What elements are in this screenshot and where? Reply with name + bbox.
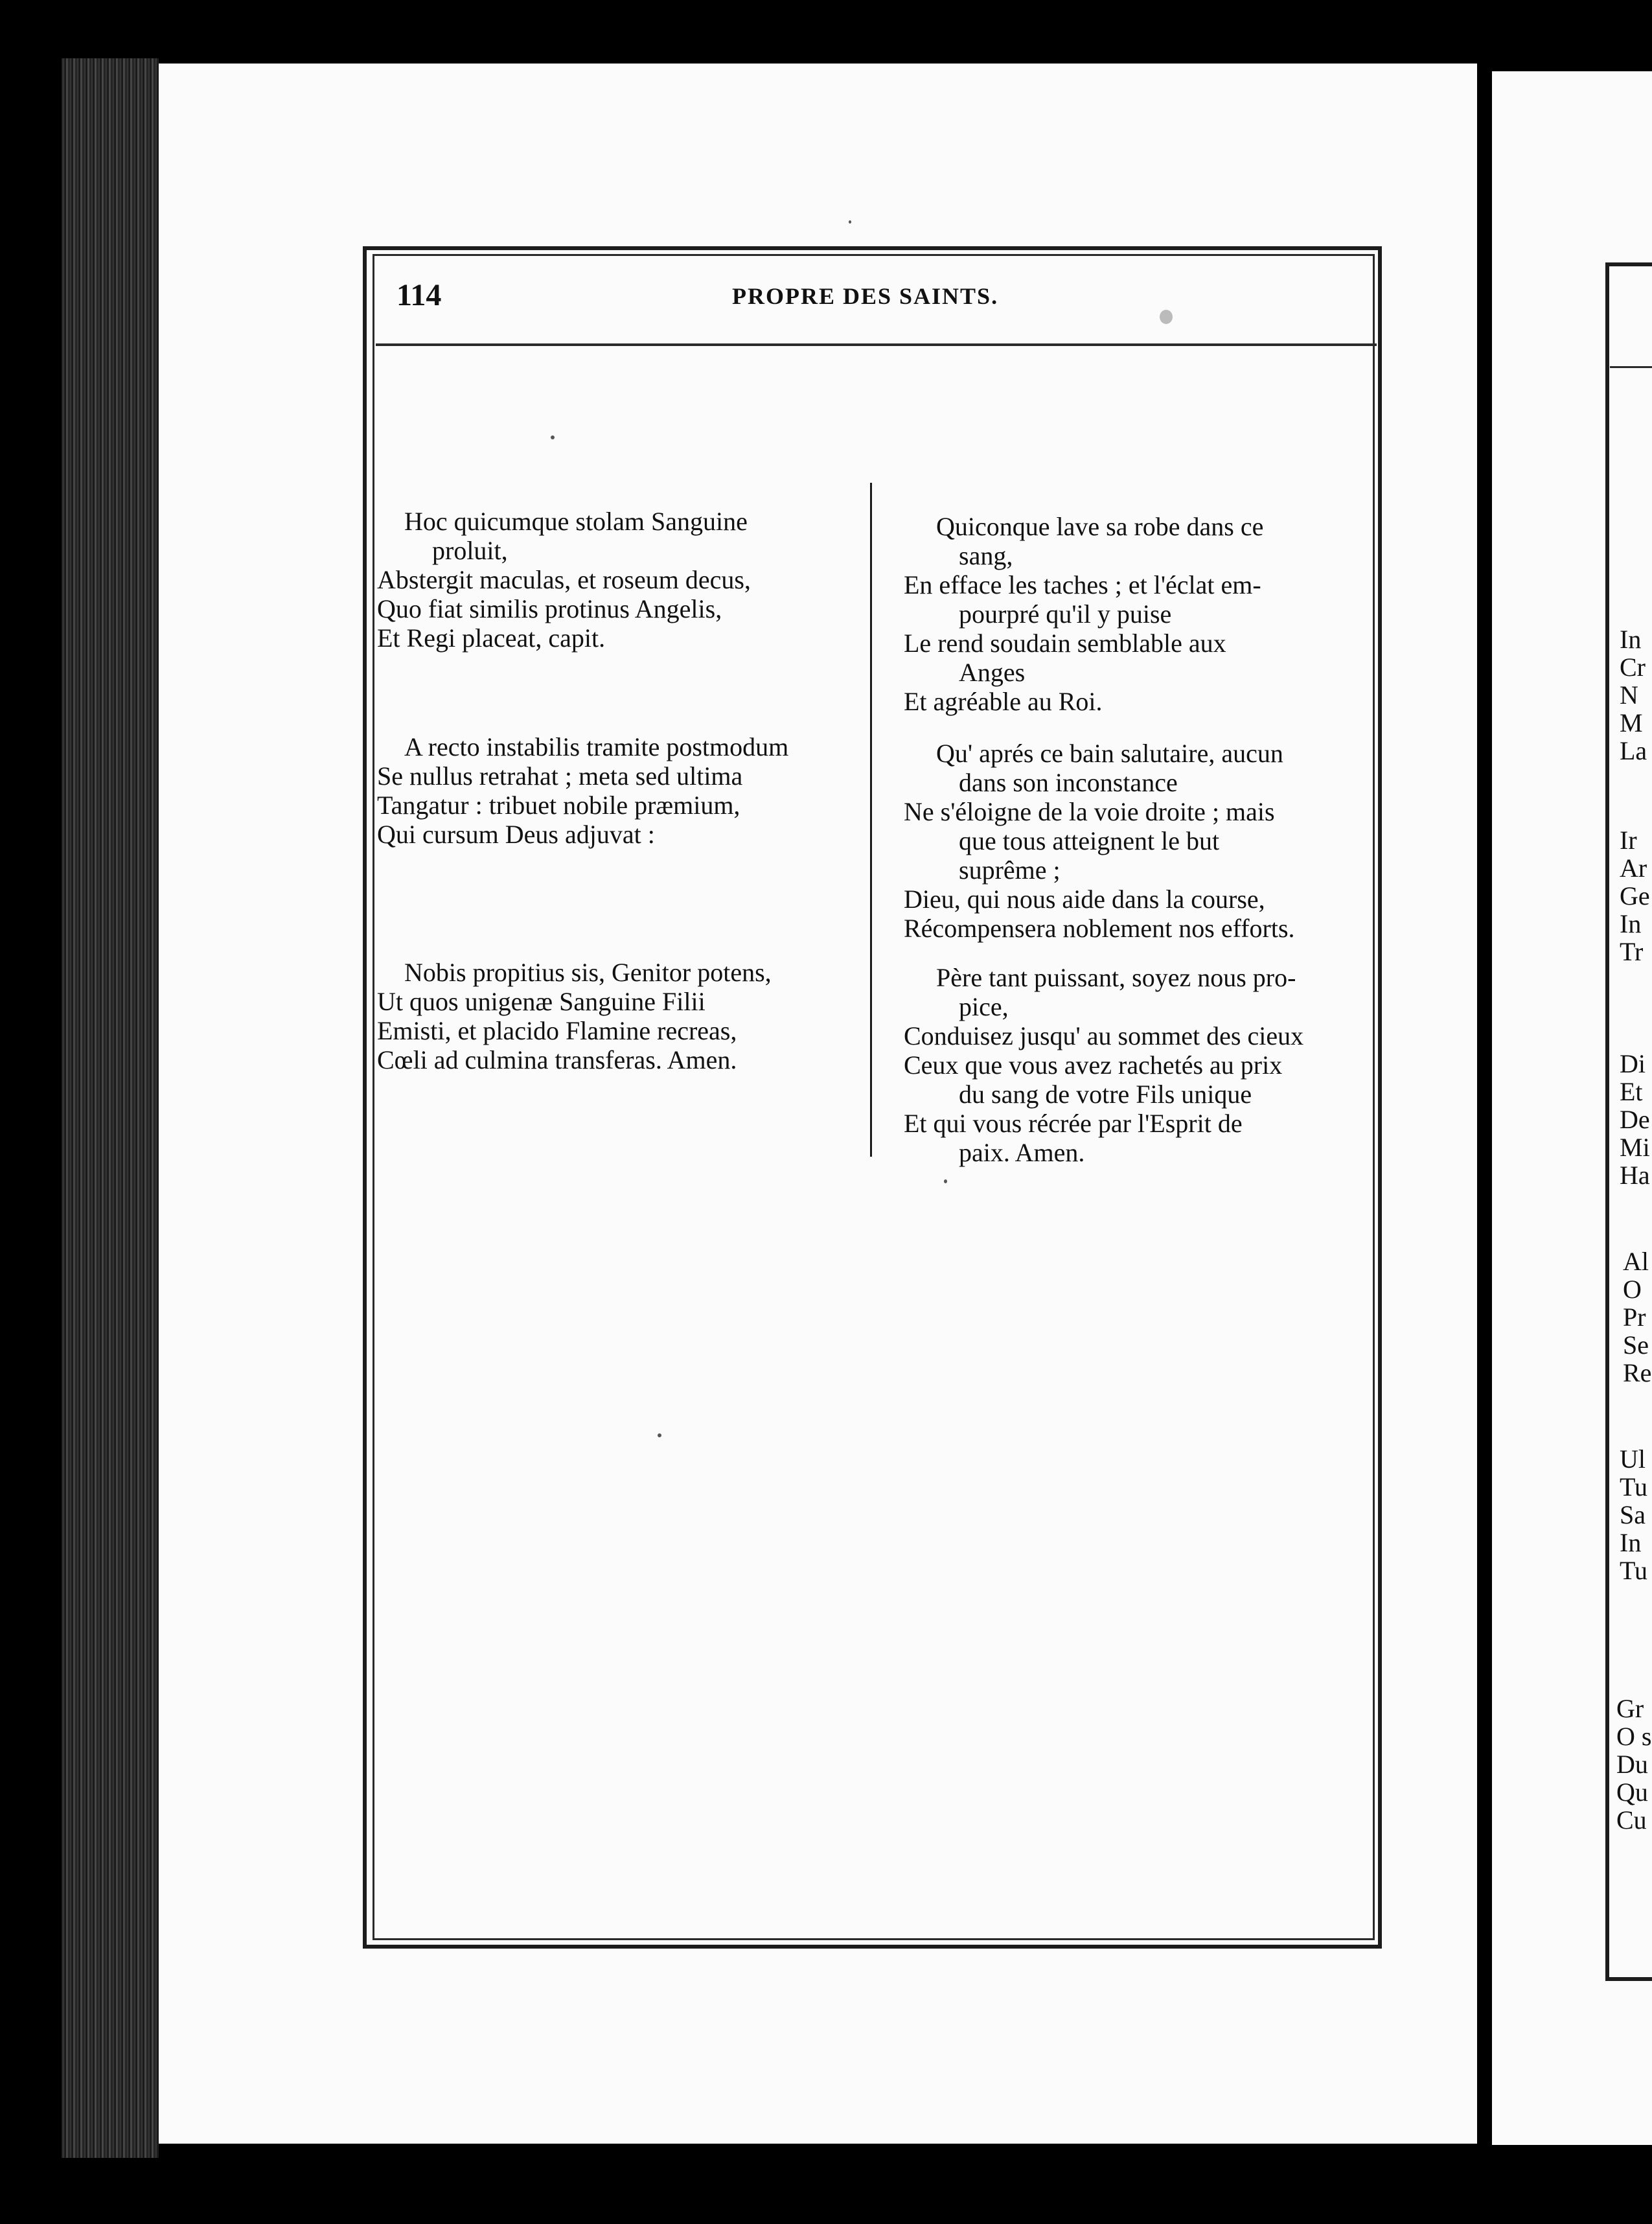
verse-line: proluit, [432,536,508,565]
fragment-line: M [1620,708,1643,737]
verse-line: Dieu, qui nous aide dans la course, [904,885,1265,914]
french-stanza-3 [904,963,1396,1167]
fragment-line: La [1620,736,1647,765]
verse-line: Qui cursum Deus adjuvat : [377,820,655,849]
fragment-line: Ha [1620,1161,1650,1190]
verse-line: Abstergit maculas, et roseum decus, [377,565,751,594]
verse-line: Anges [959,658,1026,687]
fragment-line: Ul [1620,1444,1646,1474]
fragment-line: Tu [1620,1472,1648,1501]
fragment-line: N [1620,680,1638,710]
latin-stanza-1 [377,507,843,653]
next-page-fragment-6 [1616,1695,1651,1834]
next-page-fragment-2 [1620,826,1650,966]
fragment-line: O s [1616,1722,1652,1751]
fragment-line: Mi [1620,1133,1650,1162]
fragment-line: Se [1623,1330,1649,1360]
next-page-fragment-4 [1623,1247,1651,1387]
fragment-line: Cu [1616,1805,1647,1835]
next-page-fragment-3 [1620,1050,1650,1189]
book-spine-edge [62,58,159,2158]
scan-speck [849,220,851,224]
latin-stanza-2 [377,732,843,849]
verse-line: pourpré qu'il y puise [959,599,1172,629]
verse-line: Nobis propitius sis, Genitor potens, [404,958,772,987]
verse-line: Le rend soudain semblable aux [904,629,1226,658]
fragment-line: O [1623,1275,1642,1304]
verse-line: sang, [959,541,1013,570]
verse-line: que tous atteignent le but [959,826,1220,855]
verse-line: En efface les taches ; et l'éclat em- [904,570,1261,599]
fragment-line: Re [1623,1358,1652,1387]
verse-line: paix. Amen. [959,1138,1085,1167]
verse-line: Père tant puissant, soyez nous pro- [936,963,1296,992]
verse-line: du sang de votre Fils unique [959,1080,1252,1109]
next-page-fragment-5 [1620,1445,1647,1584]
verse-line: Et Regi placeat, capit. [377,623,606,653]
fragment-line: Sa [1620,1500,1646,1529]
verse-line: Quo fiat similis protinus Angelis, [377,594,722,623]
french-stanza-2 [904,739,1396,943]
fragment-line: Cr [1620,653,1646,682]
fragment-line: Ir [1620,826,1637,855]
fragment-line: Ar [1620,853,1647,883]
header-rule [376,343,1377,346]
fragment-line: Et [1620,1077,1643,1106]
next-page-fragment-1 [1620,625,1647,765]
fragment-line: De [1620,1105,1650,1134]
verse-line: Récompensera noblement nos efforts. [904,914,1295,943]
verse-line: A recto instabilis tramite postmodum [404,732,789,761]
fragment-line: Tr [1620,937,1644,966]
fragment-line: In [1620,625,1642,654]
verse-line: Et qui vous récrée par l'Esprit de [904,1109,1243,1138]
verse-line: dans son inconstance [959,768,1178,797]
fragment-line: Al [1623,1247,1649,1276]
verse-line: Et agréable au Roi. [904,687,1103,716]
running-head: PROPRE DES SAINTS. [732,283,999,309]
fragment-line: Qu [1616,1778,1648,1807]
verse-line: Hoc quicumque stolam Sanguine [404,507,748,536]
verse-line: Qu' aprés ce bain salutaire, aucun [936,739,1283,768]
verse-line: Conduisez jusqu' au sommet des cieux [904,1021,1304,1050]
verse-line: suprême ; [959,855,1061,885]
scan-speck [944,1179,947,1183]
fragment-line: Di [1620,1049,1646,1078]
french-stanza-1 [904,512,1396,716]
verse-line: Emisti, et placido Flamine recreas, [377,1016,737,1045]
latin-stanza-3 [377,958,843,1074]
verse-line: Cœli ad culmina transferas. Amen. [377,1045,737,1074]
verse-line: pice, [959,992,1009,1021]
scan-speck [1160,310,1173,324]
fragment-line: Pr [1623,1303,1646,1332]
fragment-line: In [1620,909,1642,938]
next-page-header-rule [1610,366,1652,368]
scan-speck [551,435,555,439]
fragment-line: Gr [1616,1694,1644,1723]
column-divider [870,483,872,1157]
verse-line: Quiconque lave sa robe dans ce [936,512,1264,541]
verse-line: Ut quos unigenæ Sanguine Filii [377,987,706,1016]
verse-line: Ceux que vous avez rachetés au prix [904,1050,1283,1080]
verse-line: Ne s'éloigne de la voie droite ; mais [904,797,1275,826]
verse-line: Tangatur : tribuet nobile præmium, [377,791,740,820]
page-number: 114 [396,278,442,312]
fragment-line: Ge [1620,881,1650,910]
verse-line: Se nullus retrahat ; meta sed ultima [377,761,743,791]
fragment-line: In [1620,1528,1642,1557]
scan-speck [658,1433,661,1437]
fragment-line: Du [1616,1750,1648,1779]
fragment-line: Tu [1620,1556,1648,1585]
